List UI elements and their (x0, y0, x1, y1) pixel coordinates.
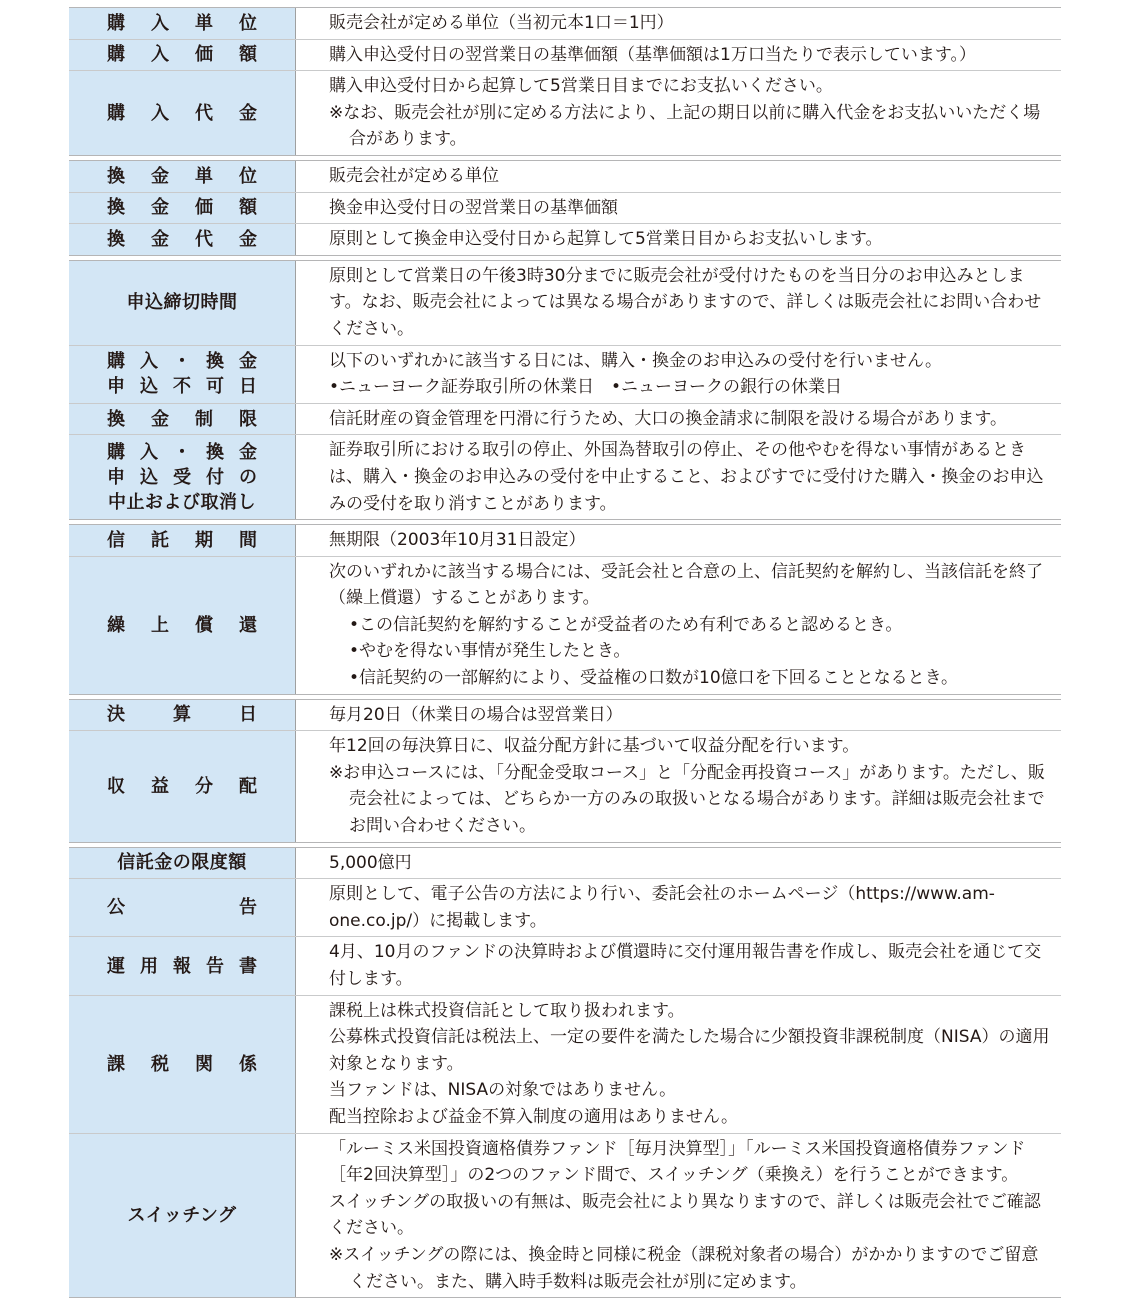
row-value (296, 435, 1061, 519)
value-text: 原則として営業日の午後3時30分までに販売会社が受付けたものを当日分のお申込みとします。なお、販売会社によっては異なる場合がありますので、詳しくは販売会社にお問い合わせください。 (329, 265, 1042, 339)
table-section (69, 847, 1061, 1298)
row-label-line: 購 入 価 額 (107, 44, 257, 66)
value-text: 購入申込受付日の翌営業日の基準価額（基準価額は1万口当たりで表示しています。） (329, 44, 976, 65)
row-non-business-days (69, 346, 1061, 404)
row-label (69, 879, 296, 936)
value-text: 証券取引所における取引の停止、外国為替取引の停止、その他やむを得ない事情があるときは、購入・換金のお申込みの受付を中止すること、およびすでに受付けた購入・換金のお申込みの受付を取り消すことがあります。 (329, 440, 1044, 514)
row-value (296, 193, 1061, 224)
row-label-line: 申 込 不 可 日 (107, 376, 257, 398)
value-text: 以下のいずれかに該当する日には、購入・換金のお申込みの受付を行いません。 (329, 350, 943, 371)
row-label-line: 中止および取消し (108, 491, 256, 513)
table-section (69, 160, 1061, 256)
row-label-line: 繰 上 償 還 (107, 614, 257, 636)
value-text: スイッチングの取扱いの有無は、販売会社により異なりますので、詳しくは販売会社でご確認ください。 (329, 1191, 1041, 1239)
value-text: 原則として、電子公告の方法により行い、委託会社のホームページ（https://www.am-one.co.jp/）に掲載します。 (329, 884, 995, 931)
row-label-line: 換 金 制 限 (107, 408, 257, 430)
table-section (69, 699, 1061, 843)
value-text: 年12回の毎決算日に、収益分配方針に基づいて収益分配を行います。 (329, 736, 860, 757)
row-label (69, 40, 296, 71)
fund-terms-table (69, 7, 1061, 1298)
row-label (69, 71, 296, 155)
value-text: 信託財産の資金管理を円滑に行うため、大口の換金請求に制限を設ける場合があります。 (329, 408, 1007, 429)
row-label-line: 公 告 (107, 897, 257, 919)
row-label (69, 193, 296, 224)
row-value (296, 71, 1061, 155)
row-suspension (69, 435, 1061, 519)
table-section (69, 260, 1061, 520)
row-label (69, 848, 296, 879)
value-text: 購入申込受付日から起算して5営業日目までにお支払いください。 (329, 76, 833, 97)
row-redemption-limits (69, 404, 1061, 436)
row-value (296, 848, 1061, 879)
row-value (296, 1134, 1061, 1298)
row-value (296, 525, 1061, 556)
row-public-notice (69, 879, 1061, 937)
row-purchase-payment (69, 71, 1061, 155)
row-label (69, 8, 296, 39)
row-value (296, 8, 1061, 39)
row-label-line: 決 算 日 (107, 704, 257, 726)
row-value (296, 40, 1061, 71)
row-redemption-payment (69, 224, 1061, 255)
row-application-deadline (69, 261, 1061, 346)
row-value (296, 404, 1061, 435)
row-management-report (69, 937, 1061, 995)
row-label (69, 700, 296, 731)
row-value (296, 346, 1061, 403)
row-label-line: スイッチング (127, 1204, 237, 1226)
bullet-item: •信託契約の一部解約により、受益権の口数が10億口を下回ることとなるとき。 (349, 668, 958, 689)
row-label-line: 運 用 報 告 書 (107, 955, 257, 977)
row-label (69, 557, 296, 694)
row-value (296, 557, 1061, 694)
row-label (69, 261, 296, 345)
value-text: 課税上は株式投資信託として取り扱われます。 (329, 1000, 685, 1021)
note-text: ※スイッチングの際には、換金時と同様に税金（課税対象者の場合）がかかりますのでご留意ください。また、購入時手数料は販売会社が別に定めます。 (329, 1244, 1039, 1292)
row-label-line: 購 入 ・ 換 金 (107, 441, 257, 463)
row-purchase-unit (69, 8, 1061, 40)
row-value (296, 161, 1061, 192)
row-label-line: 課 税 関 係 (107, 1053, 257, 1075)
row-value (296, 937, 1061, 994)
row-label (69, 346, 296, 403)
row-redemption-unit (69, 161, 1061, 193)
row-early-redemption (69, 557, 1061, 694)
row-settlement-date (69, 700, 1061, 732)
row-label-line: 換 金 単 位 (107, 165, 257, 187)
value-text: 公募株式投資信託は税法上、一定の要件を満たした場合に少額投資非課税制度（NISA）の適用対象となります。 (329, 1027, 1050, 1074)
value-text: 換金申込受付日の翌営業日の基準価額 (329, 197, 618, 218)
row-redemption-price (69, 193, 1061, 225)
value-text: 原則として換金申込受付日から起算して5営業日目からお支払いします。 (329, 229, 883, 250)
bullet-item: •この信託契約を解約することが受益者のため有利であると認めるとき。 (349, 614, 903, 635)
row-label-line: 信託金の限度額 (117, 852, 247, 874)
value-text: 「ルーミス米国投資適格債券ファンド［毎月決算型］」「ルーミス米国投資適格債券ファンド［年2回決算型］」の2つのファンド間で、スイッチング（乗換え）を行うことができます。 (329, 1138, 1026, 1186)
row-label-line: 収 益 分 配 (107, 775, 257, 797)
row-label (69, 435, 296, 519)
row-distribution (69, 731, 1061, 841)
value-text: 毎月20日（休業日の場合は翌営業日） (329, 704, 623, 725)
row-label (69, 404, 296, 435)
row-label (69, 937, 296, 994)
bullet-item: •やむを得ない事情が発生したとき。 (349, 641, 631, 662)
row-label (69, 525, 296, 556)
row-value (296, 261, 1061, 345)
table-section (69, 7, 1061, 156)
value-text: 配当控除および益金不算入制度の適用はありません。 (329, 1106, 739, 1127)
value-text: 4月、10月のファンドの決算時および償還時に交付運用報告書を作成し、販売会社を通じて交付します。 (329, 942, 1042, 989)
value-text: 無期限（2003年10月31日設定） (329, 530, 586, 551)
row-switching (69, 1134, 1061, 1298)
row-value (296, 700, 1061, 731)
row-purchase-price (69, 40, 1061, 72)
table-section (69, 524, 1061, 695)
row-label (69, 731, 296, 841)
row-label (69, 1134, 296, 1298)
row-label-line: 申 込 受 付 の (107, 466, 257, 488)
value-text: 販売会社が定める単位（当初元本1口＝1円） (329, 13, 674, 33)
row-label (69, 161, 296, 192)
row-label-line: 購 入 ・ 換 金 (107, 351, 257, 373)
row-label-line: 信 託 期 間 (107, 529, 257, 551)
row-value (296, 879, 1061, 936)
row-label (69, 224, 296, 255)
value-text: 次のいずれかに該当する場合には、受託会社と合意の上、信託契約を解約し、当該信託を終了（繰上償還）することがあります。 (329, 561, 1043, 609)
row-value (296, 996, 1061, 1133)
row-trust-limit (69, 848, 1061, 880)
row-trust-period (69, 525, 1061, 557)
row-label-line: 換 金 代 金 (107, 228, 257, 250)
row-label (69, 996, 296, 1133)
note-text: ※お申込コースには、「分配金受取コース」と「分配金再投資コース」があります。ただし、販売会社によっては、どちらか一方のみの取扱いとなる場合があります。詳細は販売会社までお問い合わせください。 (329, 762, 1045, 837)
row-value (296, 731, 1061, 841)
note-text: ※なお、販売会社が別に定める方法により、上記の期日以前に購入代金をお支払いいただく場合があります。 (329, 102, 1041, 150)
row-label-line: 購 入 単 位 (107, 12, 257, 34)
value-text: 当ファンドは、NISAの対象ではありません。 (329, 1080, 677, 1101)
value-text: 5,000億円 (329, 852, 412, 873)
row-label-line: 購 入 代 金 (107, 102, 257, 124)
row-value (296, 224, 1061, 255)
value-text: •ニューヨーク証券取引所の休業日 •ニューヨークの銀行の休業日 (329, 377, 843, 398)
row-label-line: 申込締切時間 (126, 292, 238, 314)
row-taxation (69, 996, 1061, 1134)
row-label-line: 換 金 価 額 (107, 197, 257, 219)
value-text: 販売会社が定める単位 (329, 165, 499, 186)
